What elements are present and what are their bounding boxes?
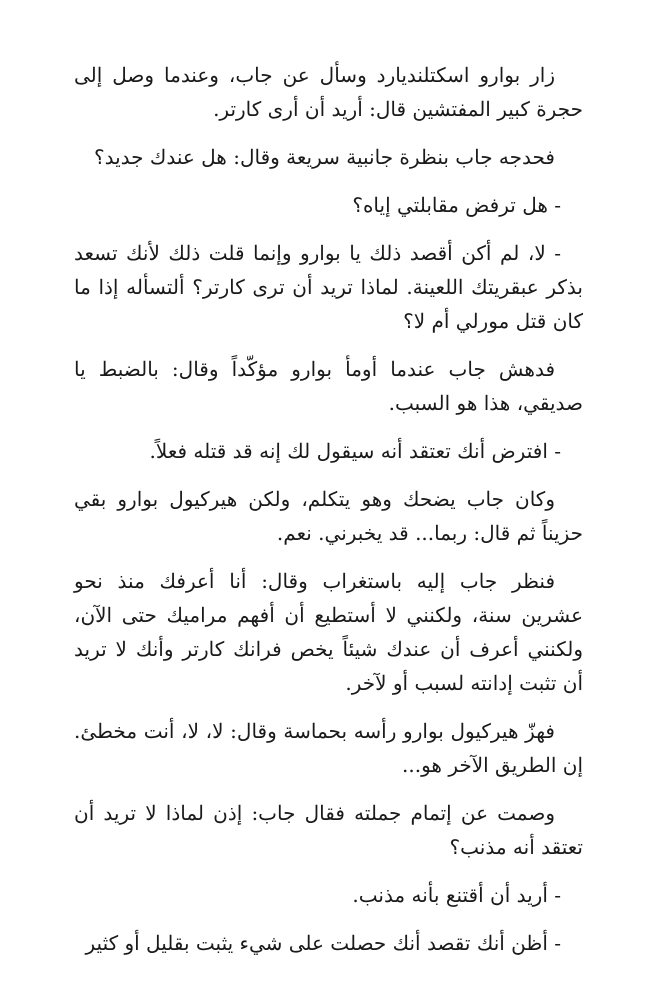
book-page — [74, 58, 583, 974]
paragraph-11: - أريد أن أقتنع بأنه مذنب. — [352, 883, 561, 907]
paragraph-3: - هل ترفض مقابلتي إياه؟ — [352, 193, 561, 217]
paragraph-4: - لا، لم أكن أقصد ذلك يا بوارو وإنما قلت ذلك لأنك تسعد بذكر عبقريتك اللعينة. لماذا تريد أن ترى كارتر؟ ألتسأله إذا ما كان قتل مورلي أم لا؟ — [74, 241, 583, 333]
paragraph-2: فحدجه جاب بنظرة جانبية سريعة وقال: هل عندك جديد؟ — [93, 145, 555, 169]
paragraph-5: فدهش جاب عندما أومأ بوارو مؤكّداً وقال: بالضبط يا صديقي، هذا هو السبب. — [74, 357, 583, 415]
paragraph-10: وصمت عن إتمام جملته فقال جاب: إذن لماذا لا تريد أن تعتقد أنه مذنب؟ — [74, 801, 583, 859]
paragraph-8: فنظر جاب إليه باستغراب وقال: أنا أعرفك منذ نحو عشرين سنة، ولكنني لا أستطيع أن أفهم مراميك حتى الآن، ولكنني أعرف أن عندك شيئاً يخص فرانك كارتر وأنك لا تريد أن تثبت إدانته لسبب أو لآخر. — [74, 569, 583, 695]
paragraph-12: - أظن أنك تقصد أنك حصلت على شيء يثبت بقليل أو كثير — [85, 931, 561, 955]
paragraph-6: - افترض أنك تعتقد أنه سيقول لك إنه قد قتله فعلاً. — [149, 439, 561, 463]
paragraph-7: وكان جاب يضحك وهو يتكلم، ولكن هيركيول بوارو بقي حزيناً ثم قال: ربما... قد يخبرني. نعم. — [74, 487, 583, 545]
paragraph-1: زار بوارو اسكتلنديارد وسأل عن جاب، وعندما وصل إلى حجرة كبير المفتشين قال: أريد أن أرى كارتر. — [74, 63, 583, 121]
paragraph-9: فهزّ هيركيول بوارو رأسه بحماسة وقال: لا، لا، أنت مخطئ. إن الطريق الآخر هو... — [74, 719, 583, 777]
